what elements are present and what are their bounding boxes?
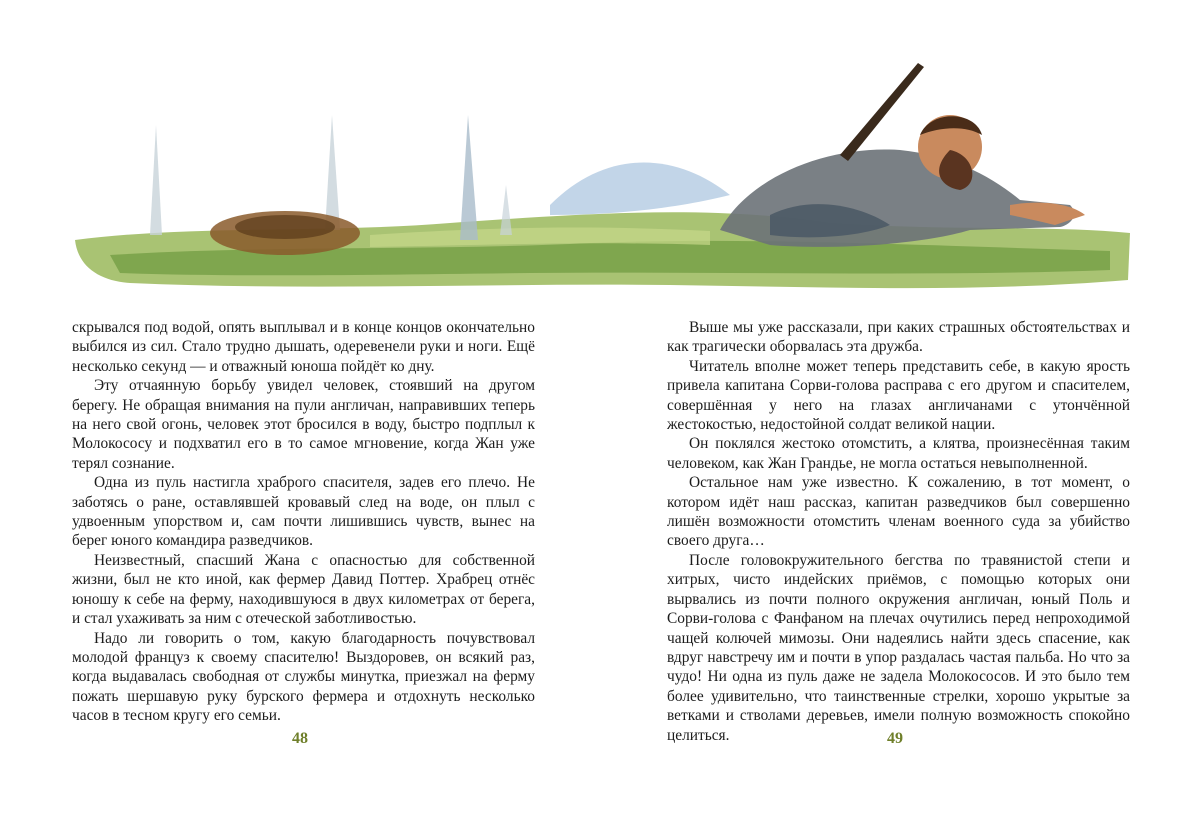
paragraph: Эту отчаянную борьбу увидел человек, стоявший на другом берегу. Не обращая внимания на пули англичан, направивших теперь на него свой огонь, человек этот бросился в воду, быстро подплыл к Молокососу и подхватил его в то самое мгновение, когда Жан уже терял сознание.	[72, 377, 535, 472]
straw-nest-inner	[235, 215, 335, 239]
splash-3	[460, 115, 478, 240]
paragraph: Надо ли говорить о том, какую благодарность почувствовал молодой француз к своему спасителю! Выздоровев, он всякий раз, когда выдавалась свободная от службы минутка, приезжал на ферму пожать шершавую руку бурского фермера и отдохнуть несколько часов в тесном кругу его семьи.	[72, 629, 535, 725]
left-page-text	[72, 318, 535, 726]
paragraph: Остальное нам уже известно. К сожалению, в тот момент, о котором идёт наш рассказ, капитан разведчиков был совершенно лишён возможности отомстить членам военного суда за убийство своего друга…	[667, 474, 1130, 550]
page-number-right: 49	[887, 730, 903, 747]
splash-1	[150, 125, 162, 235]
rifle	[840, 63, 924, 161]
page-number-left: 48	[292, 730, 308, 747]
paragraph: Неизвестный, спасший Жана с опасностью для собственной жизни, был не кто иной, как фермер Давид Поттер. Храбрец отнёс юношу к себе на ферму, находившуюся в двух километрах от берега, и стал ухаживать за ним с отеческой заботливостью.	[72, 551, 535, 628]
right-page-text	[667, 318, 1130, 745]
splash-2	[325, 115, 340, 230]
paragraph: Выше мы уже рассказали, при каких страшных обстоятельствах и как трагически оборвалась эта дружба.	[667, 319, 1130, 356]
paragraph: скрывался под водой, опять выплывал и в конце концов окончательно выбился из сил. Стало трудно дышать, одеревенели руки и ноги. Ещё несколько секунд — и отважный юноша пойдёт ко дну.	[72, 319, 535, 375]
watercolor-illustration	[70, 55, 1135, 300]
paragraph: Он поклялся жестоко отомстить, а клятва, произнесённая таким человеком, как Жан Грандье, не могла остаться невыполненной.	[667, 435, 1130, 472]
splash-4	[500, 185, 512, 235]
paragraph: Одна из пуль настигла храброго спасителя, задев его плечо. Не заботясь о ране, оставлявшей кровавый след на воде, он плыл с удвоенным упорством и, сам почти лишившись чувств, вынес на берег юного командира разведчиков.	[72, 474, 535, 550]
paragraph: Читатель вполне может теперь представить себе, в какую ярость привела капитана Сорви-голова расправа с его другом и спасителем, совершённая у него на глазах англичанами с утончённой жестокостью, недостойной солдат великой нации.	[667, 357, 1130, 434]
paragraph: После головокружительного бегства по травянистой степи и хитрых, чисто индейских приёмов, с помощью которых они вырвались из почти полного окружения англичан, юный Поль и Сорви-голова с Фанфаном на плечах очутились перед непроходимой чащей колючей мимозы. Они надеялись найти здесь спасение, как вдруг навстречу им и почти в упор раздалась частая пальба. Но что за чудо! Ни одна из пуль даже не задела Молокососов. И это было тем более удивительно, что таинственные стрелки, хорошо укрытые за ветками и стволами деревьев, имели полную возможность спокойно целиться.	[667, 551, 1130, 744]
water-spray	[550, 163, 730, 216]
